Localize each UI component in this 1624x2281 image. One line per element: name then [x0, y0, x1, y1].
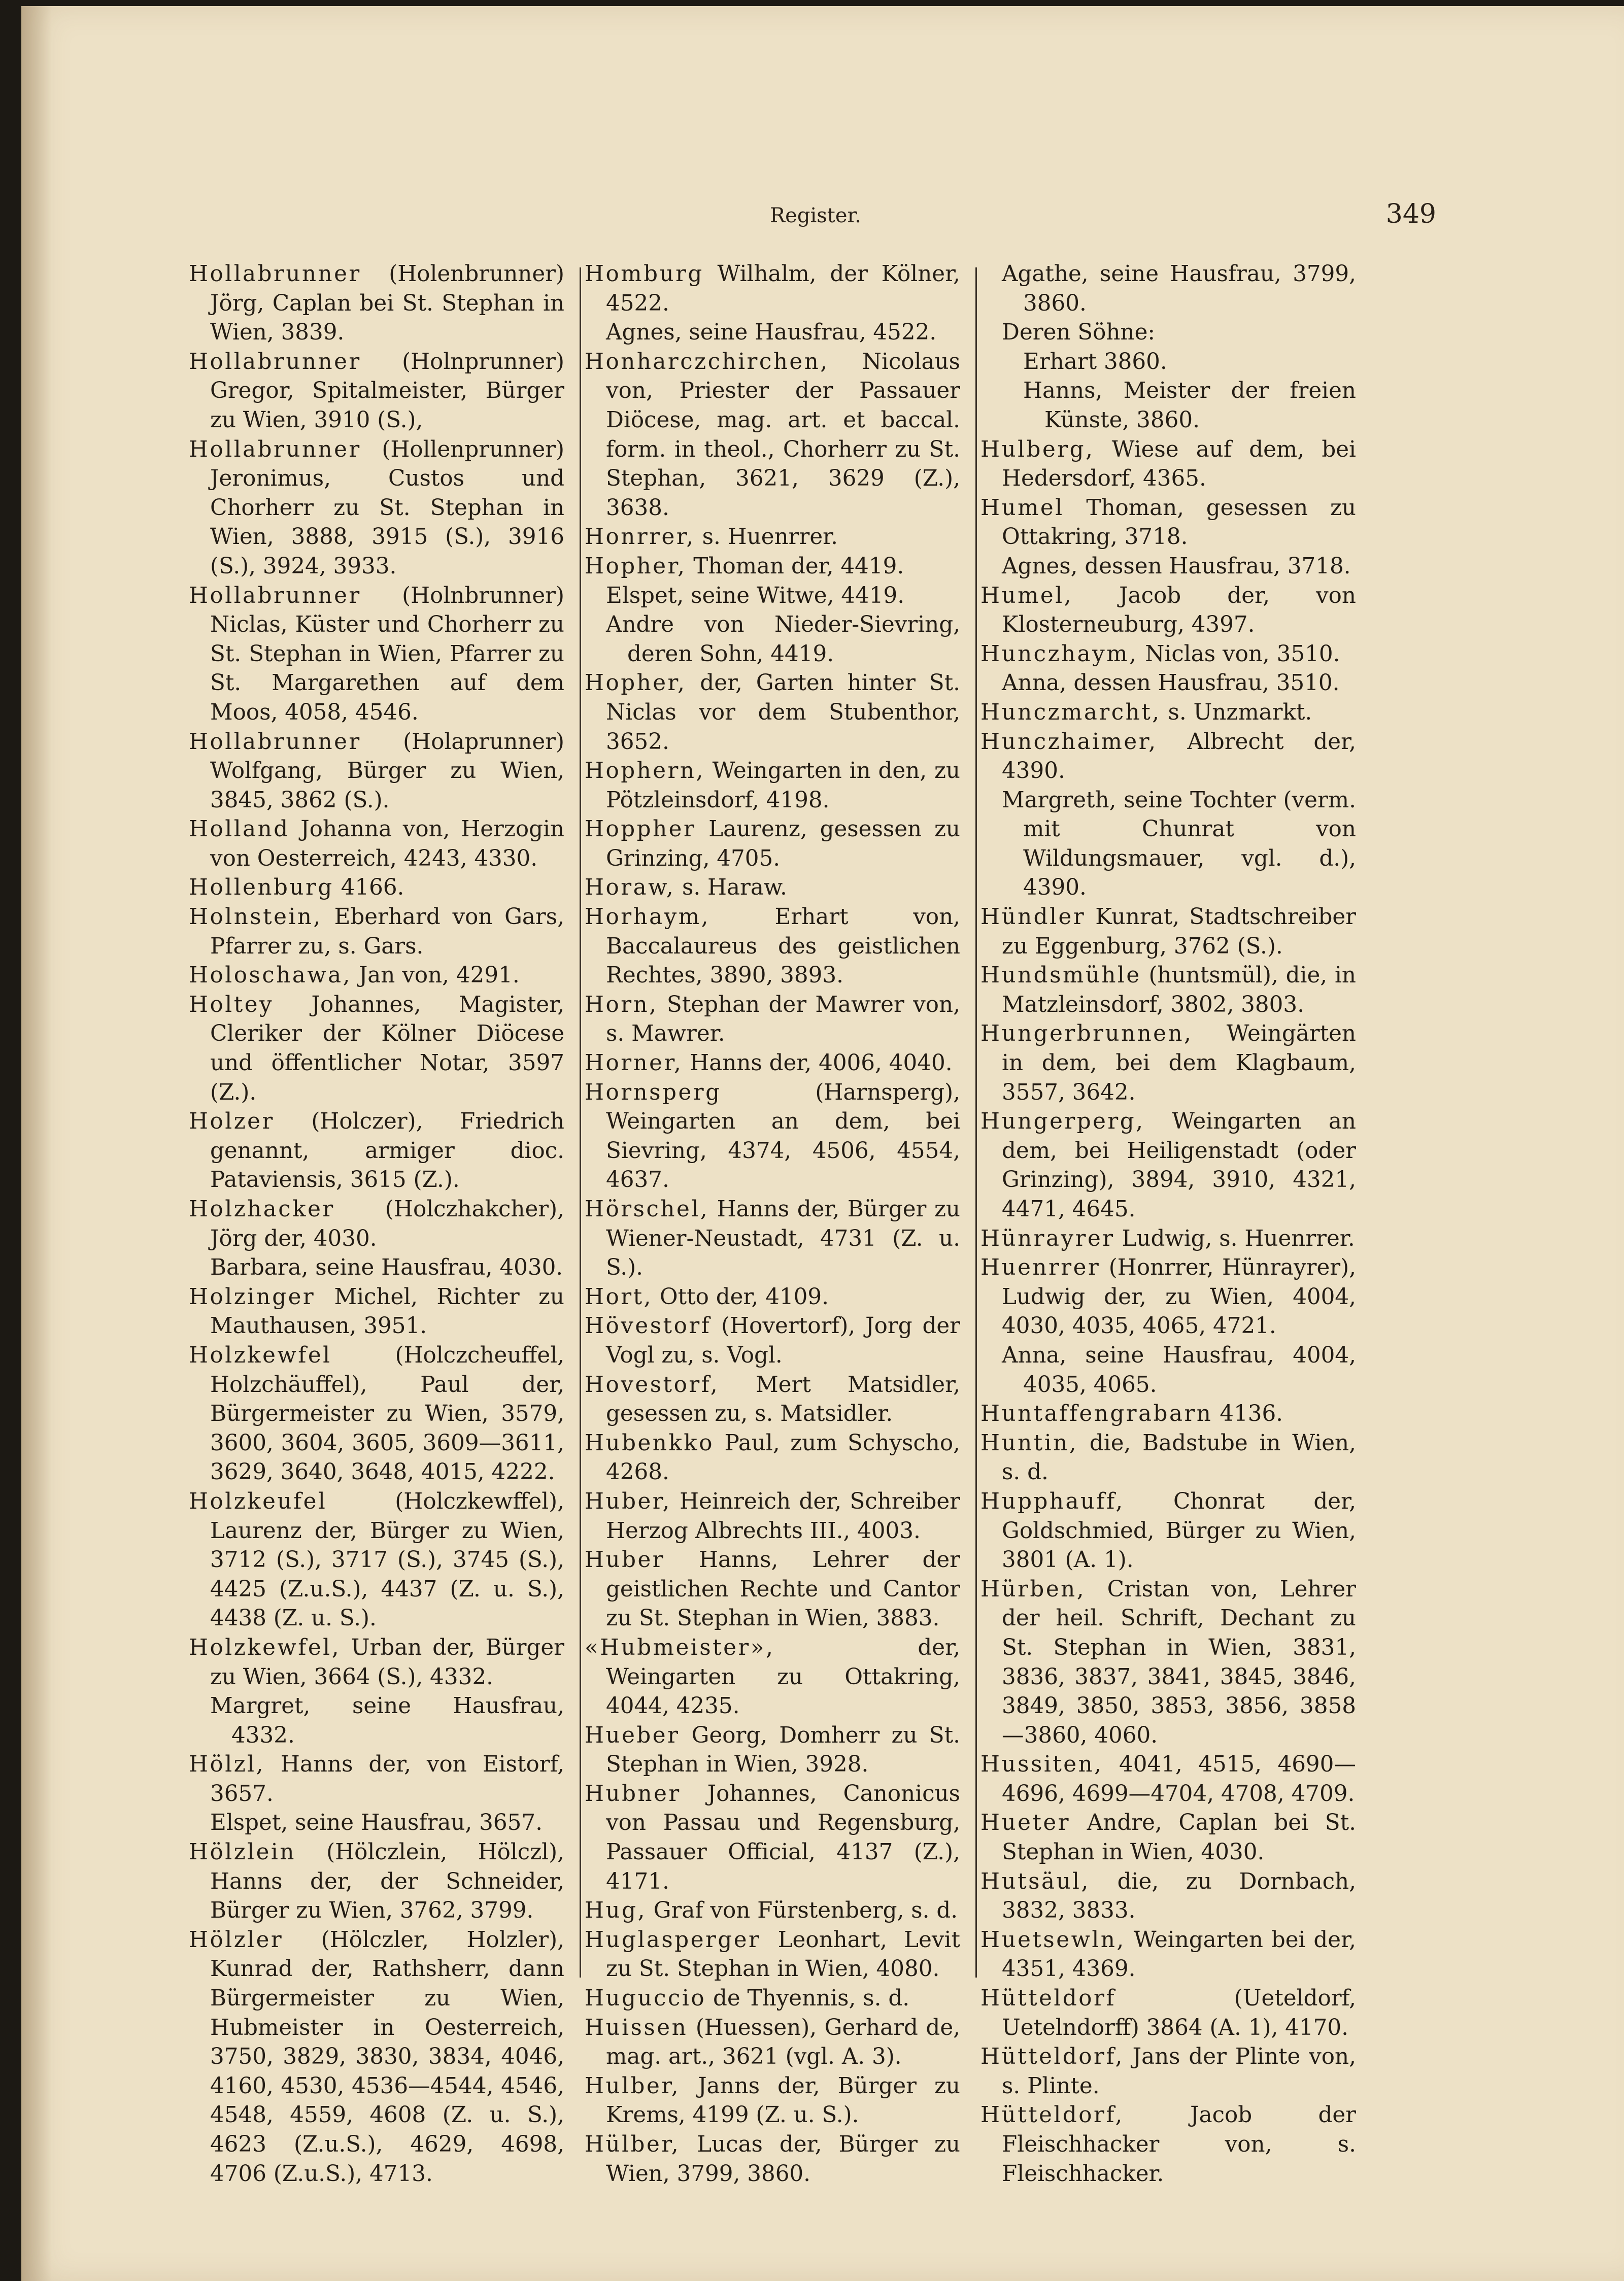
entry-text: Barbara, seine Hausfrau, 4030. [210, 1255, 563, 1281]
entry-text: Weingarten an dem, bei Heiligenstadt (oder Grinzing), 3894, 3910, 4321, 4471, 4645. [1002, 1109, 1356, 1222]
index-entry [980, 903, 1356, 961]
entry-text: (Ueteldorf, Uetelndorff) 3864 (A. 1), 4170. [1002, 1986, 1356, 2040]
entry-headword: «Hubmeister», [585, 1635, 775, 1660]
entry-headword: Hündler [980, 904, 1086, 930]
entry-text: Elspet, seine Witwe, 4419. [606, 583, 905, 608]
index-entry [585, 1721, 960, 1780]
index-entry [189, 1283, 564, 1341]
index-entry [189, 1838, 564, 1926]
entry-text: s. Unzmarkt. [1161, 699, 1312, 725]
entry-headword: Huguccio [585, 1986, 706, 2012]
index-entry [980, 377, 1356, 435]
entry-text: Wilhalm, der Kölner, 4522. [606, 261, 960, 316]
entry-text: (Holaprunner) Wolfgang, Bürger zu Wien, 3845, 3862 (S.). [210, 729, 564, 813]
entry-text: (Hollenprunner) Jeronimus, Custos und Chorherr zu St. Stephan in Wien, 3888, 3915 (S.), 3916 (S.), 3924, 3933. [210, 436, 564, 579]
entry-headword: Hueter [980, 1810, 1071, 1836]
index-entry [585, 669, 960, 757]
index-entry [585, 610, 960, 669]
entry-text: Agnes, dessen Hausfrau, 3718. [1002, 553, 1351, 579]
entry-headword: Hunczmarcht, [980, 699, 1161, 725]
entry-headword: Hollabrunner [189, 261, 361, 287]
index-entry [585, 2130, 960, 2189]
index-column-2 [585, 260, 960, 2189]
entry-text: Chonrat der, Goldschmied, Bürger zu Wien, 3801 (A. 1). [1002, 1488, 1356, 1573]
index-entry [189, 873, 564, 903]
index-entry [189, 728, 564, 815]
entry-headword: Humel, [980, 583, 1073, 608]
index-column-3 [980, 260, 1356, 2189]
entry-headword: Hornsperg [585, 1079, 722, 1105]
index-entry [189, 991, 564, 1107]
entry-headword: Hürben, [980, 1576, 1086, 1602]
index-entry [980, 1341, 1356, 1400]
index-entry [585, 757, 960, 815]
entry-text: Jan von, 4291. [351, 963, 520, 989]
index-entry [980, 1400, 1356, 1429]
entry-headword: Huglasperger [585, 1927, 761, 1953]
entry-text: Agnes, seine Hausfrau, 4522. [606, 320, 937, 346]
index-entry [585, 2072, 960, 2130]
index-entry [980, 582, 1356, 640]
index-entry [585, 1780, 960, 1896]
entry-text: 4136. [1212, 1401, 1283, 1427]
index-entry [189, 1633, 564, 1692]
entry-headword: Holzinger [189, 1284, 316, 1310]
entry-text: (Holczer), Friedrich genannt, armiger dioc. Pataviensis, 3615 (Z.). [210, 1109, 564, 1193]
entry-text: Urban der, Bürger zu Wien, 3664 (S.), 4332. [210, 1635, 564, 1690]
entry-text: Otto der, 4109. [652, 1284, 829, 1310]
entry-text: Erhart von, Baccalaureus des geistlichen Rechtes, 3890, 3893. [606, 904, 960, 989]
entry-headword: Homburg [585, 261, 704, 287]
entry-text: die, zu Dornbach, 3832, 3833. [1002, 1868, 1356, 1924]
entry-headword: Hünrayrer [980, 1225, 1115, 1251]
entry-headword: Humel [980, 495, 1064, 521]
index-entry [980, 435, 1356, 494]
entry-text: (Hölczler, Holzler), Kunrad der, Rathsherr, dann Bürgermeister zu Wien, Hubmeister in Oesterreich, 3750, 3829, 3830, 3834, 4046, 4160, 4530, 4536—4544, 4546, 4548, 4559, 4608 (Z. u. S.), 4623 (Z.u.S.), 4629, 4698, 4706 (Z.u.S.), 4713. [210, 1927, 564, 2187]
entry-text: (Honrrer, Hünrayrer), Ludwig der, zu Wien, 4004, 4030, 4035, 4065, 4721. [1002, 1255, 1356, 1339]
entry-text: 4166. [333, 875, 404, 901]
entry-text: Thoman, gesessen zu Ottakring, 3718. [1002, 495, 1356, 550]
entry-headword: Holzer [189, 1109, 275, 1135]
entry-headword: Hutsäul, [980, 1868, 1090, 1894]
entry-headword: Hölzlein [189, 1840, 296, 1865]
entry-text: Anna, dessen Hausfrau, 3510. [1002, 670, 1340, 696]
entry-text: (Holnprunner) Gregor, Spitalmeister, Bürger zu Wien, 3910 (S.), [210, 349, 564, 433]
index-entry [189, 1926, 564, 2189]
entry-text: Weingarten in den, zu Pötzleinsdorf, 4198. [606, 758, 960, 813]
index-entry [980, 640, 1356, 669]
entry-text: der, Weingarten zu Ottakring, 4044, 4235. [606, 1635, 960, 1719]
entry-text: die, Badstube in Wien, s. d. [1002, 1430, 1356, 1485]
entry-text: Erhart 3860. [1023, 349, 1167, 375]
index-entry [585, 1371, 960, 1429]
index-entry [980, 2042, 1356, 2101]
entry-text: Leonhart, Levit zu St. Stephan in Wien, 4080. [606, 1927, 960, 1982]
entry-headword: Hollabrunner [189, 436, 361, 462]
index-entry [585, 991, 960, 1049]
index-entry [189, 1692, 564, 1750]
entry-text: Hanns der, von Eistorf, 3657. [210, 1752, 564, 1807]
index-entry [980, 1867, 1356, 1926]
index-entry [585, 1633, 960, 1721]
index-entry [189, 1487, 564, 1633]
entry-text: Nicolaus von, Priester der Passauer Diöcese, mag. art. et baccal. form. in theol., Chorherr zu St. Stephan, 3621, 3629 (Z.), 3638. [606, 349, 960, 521]
entry-headword: Hug, [585, 1898, 647, 1924]
entry-headword: Hölzl, [189, 1752, 265, 1778]
index-entry [189, 961, 564, 991]
entry-headword: Hophern, [585, 758, 705, 784]
entry-headword: Hungerperg, [980, 1109, 1145, 1135]
entry-headword: Huenrrer [980, 1255, 1101, 1281]
entry-headword: Hoppher [585, 816, 696, 842]
entry-headword: Hörschel, [585, 1197, 709, 1222]
entry-text: Cristan von, Lehrer der heil. Schrift, Dechant zu St. Stephan in Wien, 3831, 3836, 3837, 3841, 3845, 3846, 3849, 3850, 3853, 3856, 3858—3860, 4060. [1002, 1576, 1356, 1748]
index-entry [189, 1195, 564, 1253]
entry-headword: Hunczhaimer, [980, 729, 1158, 755]
column-divider [580, 267, 581, 1978]
entry-text: Albrecht der, 4390. [1002, 729, 1356, 784]
entry-text: Jans der Plinte von, s. Plinte. [1002, 2044, 1356, 2099]
index-entry [980, 1750, 1356, 1809]
entry-text: (Holnbrunner) Niclas, Küster und Chorherr zu St. Stephan in Wien, Pfarrer zu St. Margarethen auf dem Moos, 4058, 4546. [210, 583, 564, 725]
entry-text: Laurenz, gesessen zu Grinzing, 4705. [606, 816, 960, 871]
entry-headword: Hubenkko [585, 1430, 714, 1456]
entry-text: Anna, seine Hausfrau, 4004, 4035, 4065. [1002, 1342, 1356, 1398]
entry-text: Weingarten bei der, 4351, 4369. [1002, 1927, 1356, 1982]
index-entry [585, 815, 960, 873]
entry-text: Hanns, Meister der freien Künste, 3860. [1023, 378, 1356, 433]
index-entry [980, 961, 1356, 1019]
index-entry [980, 1019, 1356, 1107]
entry-headword: Hopher, [585, 670, 687, 696]
entry-headword: Hütteldorf, [980, 2102, 1124, 2128]
index-entry [585, 1283, 960, 1312]
entry-text: (Huessen), Gerhard de, mag. art., 3621 (vgl. A. 3). [606, 2015, 960, 2070]
running-header: Register. [770, 204, 861, 227]
index-entry [189, 435, 564, 582]
index-entry [585, 1546, 960, 1633]
entry-text: Mert Matsidler, gesessen zu, s. Matsidler. [606, 1372, 960, 1427]
index-entry [585, 1984, 960, 2014]
entry-text: Hanns, Lehrer der geistlichen Rechte und Cantor zu St. Stephan in Wien, 3883. [606, 1547, 960, 1631]
entry-headword: Horner, [585, 1050, 683, 1076]
entry-headword: Holzhacker [189, 1197, 335, 1222]
entry-text: Eberhard von Gars, Pfarrer zu, s. Gars. [210, 904, 564, 959]
entry-headword: Hollabrunner [189, 349, 361, 375]
entry-text: (Holczhakcher), Jörg der, 4030. [210, 1197, 564, 1251]
page-number: 349 [1385, 199, 1436, 229]
entry-text: s. Haraw. [675, 875, 787, 901]
entry-text: (huntsmül), die, in Matzleinsdorf, 3802, 3803. [1002, 963, 1356, 1017]
entry-text: Ludwig, s. Huenrrer. [1114, 1225, 1355, 1251]
index-entry [980, 786, 1356, 903]
entry-headword: Huber [585, 1547, 665, 1573]
entry-text: der, Garten hinter St. Niclas vor dem Stubenthor, 3652. [606, 670, 960, 755]
index-entry [585, 1195, 960, 1283]
index-entry [585, 1896, 960, 1926]
entry-headword: Horn, [585, 992, 658, 1017]
entry-text: Stephan der Mawrer von, s. Mawrer. [606, 992, 960, 1047]
entry-headword: Holtey [189, 992, 274, 1017]
entry-text: de Thyennis, s. d. [706, 1986, 910, 2012]
entry-text: Niclas von, 3510. [1138, 641, 1340, 667]
entry-text: Hanns der, Bürger zu Wiener-Neustadt, 4731 (Z. u. S.). [606, 1197, 960, 1281]
entry-text: Johannes, Canonicus von Passau und Regensburg, Passauer Official, 4137 (Z.), 4171. [606, 1781, 960, 1894]
entry-text: Johannes, Magister, Cleriker der Kölner Diöcese und öffentlicher Notar, 3597 (Z.). [210, 992, 564, 1105]
entry-headword: Hopher, [585, 553, 687, 579]
entry-text: Elspet, seine Hausfrau, 3657. [210, 1810, 543, 1836]
entry-headword: Honharczchirchen, [585, 349, 829, 375]
entry-headword: Hussiten, [980, 1752, 1103, 1778]
entry-headword: Huissen [585, 2015, 688, 2040]
entry-text: Agathe, seine Hausfrau, 3799, 3860. [1002, 261, 1356, 316]
index-entry [585, 582, 960, 611]
entry-text: Andre, Caplan bei St. Stephan in Wien, 4030. [1002, 1810, 1356, 1865]
entry-headword: Hollabrunner [189, 729, 361, 755]
entry-headword: Hort, [585, 1284, 653, 1310]
entry-headword: Horaw, [585, 875, 675, 901]
index-entry [585, 903, 960, 991]
entry-headword: Hütteldorf, [980, 2044, 1124, 2070]
entry-text: Jacob der, von Klosterneuburg, 4397. [1002, 583, 1356, 638]
entry-headword: Huntaffengrabarn [980, 1401, 1213, 1427]
entry-text: Jacob der Fleischhacker von, s. Fleischhacker. [1002, 2102, 1356, 2187]
index-entry [189, 1107, 564, 1195]
entry-text: (Holczkewffel), Laurenz der, Bürger zu Wien, 3712 (S.), 3717 (S.), 3745 (S.), 4425 (Z.u.S.), 4437 (Z. u. S.), 4438 (Z. u. S.). [210, 1488, 564, 1631]
entry-headword: Hueber [585, 1722, 680, 1748]
entry-headword: Holoschawa, [189, 963, 352, 989]
entry-text: Margreth, seine Tochter (verm. mit Chunrat von Wildungsmauer, vgl. d.), 4390. [1002, 787, 1356, 901]
index-entry [189, 1809, 564, 1838]
entry-headword: Hülber, [585, 2132, 681, 2157]
index-entry [980, 348, 1356, 377]
entry-headword: Hubner [585, 1781, 681, 1807]
index-entry [980, 698, 1356, 728]
entry-text: Kunrat, Stadtschreiber zu Eggenburg, 3762 (S.). [1002, 904, 1356, 959]
index-entry [585, 1049, 960, 1078]
index-entry [980, 1429, 1356, 1487]
entry-text: Georg, Domherr zu St. Stephan in Wien, 3928. [606, 1722, 960, 1778]
entry-text: (Harnsperg), Weingarten an dem, bei Sievring, 4374, 4506, 4554, 4637. [606, 1079, 960, 1193]
index-entry [189, 1341, 564, 1487]
entry-text: (Hölczlein, Hölczl), Hanns der, der Schneider, Bürger zu Wien, 3762, 3799. [210, 1840, 564, 1924]
entry-text: Lucas der, Bürger zu Wien, 3799, 3860. [606, 2132, 960, 2187]
index-entry [189, 1750, 564, 1809]
index-entry [980, 2101, 1356, 2189]
entry-headword: Hunczhaym, [980, 641, 1138, 667]
entry-text: (Holenbrunner) Jörg, Caplan bei St. Stephan in Wien, 3839. [210, 261, 564, 346]
index-entry [189, 582, 564, 728]
entry-text: Janns der, Bürger zu Krems, 4199 (Z. u. S.). [606, 2073, 960, 2128]
entry-headword: Honrrer, [585, 524, 695, 550]
index-entry [980, 1253, 1356, 1341]
index-entry [980, 1224, 1356, 1254]
entry-headword: Horhaym, [585, 904, 710, 930]
index-entry [980, 728, 1356, 786]
index-entry [585, 2014, 960, 2072]
index-entry [585, 1312, 960, 1370]
column-divider [975, 267, 977, 1978]
index-entry [980, 1984, 1356, 2042]
entry-headword: Hölzler [189, 1927, 284, 1953]
entry-headword: Hulberg, [980, 436, 1095, 462]
entry-headword: Holzkewfel, [189, 1635, 341, 1660]
entry-headword: Huetsewln, [980, 1927, 1126, 1953]
index-entry [980, 1575, 1356, 1751]
entry-text: Graf von Fürstenberg, s. d. [646, 1898, 958, 1924]
book-page [21, 6, 1624, 2281]
entry-text: 4041, 4515, 4690—4696, 4699—4704, 4708, 4709. [1002, 1752, 1356, 1807]
index-entry [980, 494, 1356, 552]
index-entry [980, 552, 1356, 582]
entry-headword: Huntin, [980, 1430, 1078, 1456]
entry-headword: Hollenburg [189, 875, 334, 901]
index-entry [189, 348, 564, 435]
entry-headword: Hollabrunner [189, 583, 361, 608]
entry-headword: Hungerbrunnen, [980, 1021, 1193, 1047]
entry-headword: Hövestorf [585, 1313, 712, 1339]
index-entry [189, 1253, 564, 1283]
index-entry [980, 669, 1356, 698]
entry-headword: Hundsmühle [980, 963, 1141, 989]
entry-text: Wiese auf dem, bei Hedersdorf, 4365. [1002, 436, 1356, 492]
entry-text: Weingärten in dem, bei dem Klagbaum, 3557, 3642. [1002, 1021, 1356, 1105]
index-entry [189, 815, 564, 873]
index-entry [585, 348, 960, 523]
index-entry [585, 260, 960, 318]
index-column-1 [189, 260, 564, 2189]
entry-text: (Hovertorf), Jorg der Vogl zu, s. Vogl. [606, 1313, 960, 1368]
index-entry [980, 1926, 1356, 1984]
index-entry [585, 1487, 960, 1546]
index-entry [585, 523, 960, 552]
entry-text: Deren Söhne: [1002, 320, 1156, 346]
index-entry [980, 318, 1356, 348]
entry-headword: Hulber, [585, 2073, 681, 2099]
entry-text: Johanna von, Herzogin von Oesterreich, 4243, 4330. [210, 816, 564, 871]
index-entry [585, 1429, 960, 1487]
index-entry [585, 552, 960, 582]
entry-headword: Hovestorf, [585, 1372, 720, 1398]
entry-headword: Hütteldorf [980, 1986, 1116, 2012]
entry-text: Andre von Nieder-Sievring, deren Sohn, 4419. [606, 612, 960, 667]
index-entry [980, 1809, 1356, 1867]
index-entry [980, 1487, 1356, 1575]
index-entry [585, 1078, 960, 1195]
entry-text: Paul, zum Schyscho, 4268. [606, 1430, 960, 1485]
index-entry [585, 318, 960, 348]
entry-headword: Holnstein, [189, 904, 322, 930]
index-entry [585, 1926, 960, 1984]
index-entry [189, 903, 564, 961]
entry-text: Michel, Richter zu Mauthausen, 3951. [210, 1284, 564, 1339]
entry-text: Hanns der, 4006, 4040. [683, 1050, 953, 1076]
entry-text: Thoman der, 4419. [686, 553, 904, 579]
entry-text: Margret, seine Hausfrau, 4332. [210, 1693, 564, 1748]
index-entry [980, 1107, 1356, 1224]
entry-headword: Holland [189, 816, 290, 842]
entry-headword: Huber, [585, 1488, 671, 1514]
entry-text: (Holczcheuffel, Holzchäuffel), Paul der, Bürgermeister zu Wien, 3579, 3600, 3604, 3605, 3609—3611, 3629, 3640, 3648, 4015, 4222. [210, 1342, 564, 1485]
entry-headword: Holzkeufel [189, 1488, 327, 1514]
entry-headword: Hupphauff, [980, 1488, 1125, 1514]
entry-text: s. Huenrrer. [695, 524, 838, 550]
index-entry [189, 260, 564, 348]
index-entry [585, 873, 960, 903]
index-entry [980, 260, 1356, 318]
entry-text: Heinreich der, Schreiber Herzog Albrechts III., 4003. [606, 1488, 960, 1544]
entry-headword: Holzkewfel [189, 1342, 332, 1368]
